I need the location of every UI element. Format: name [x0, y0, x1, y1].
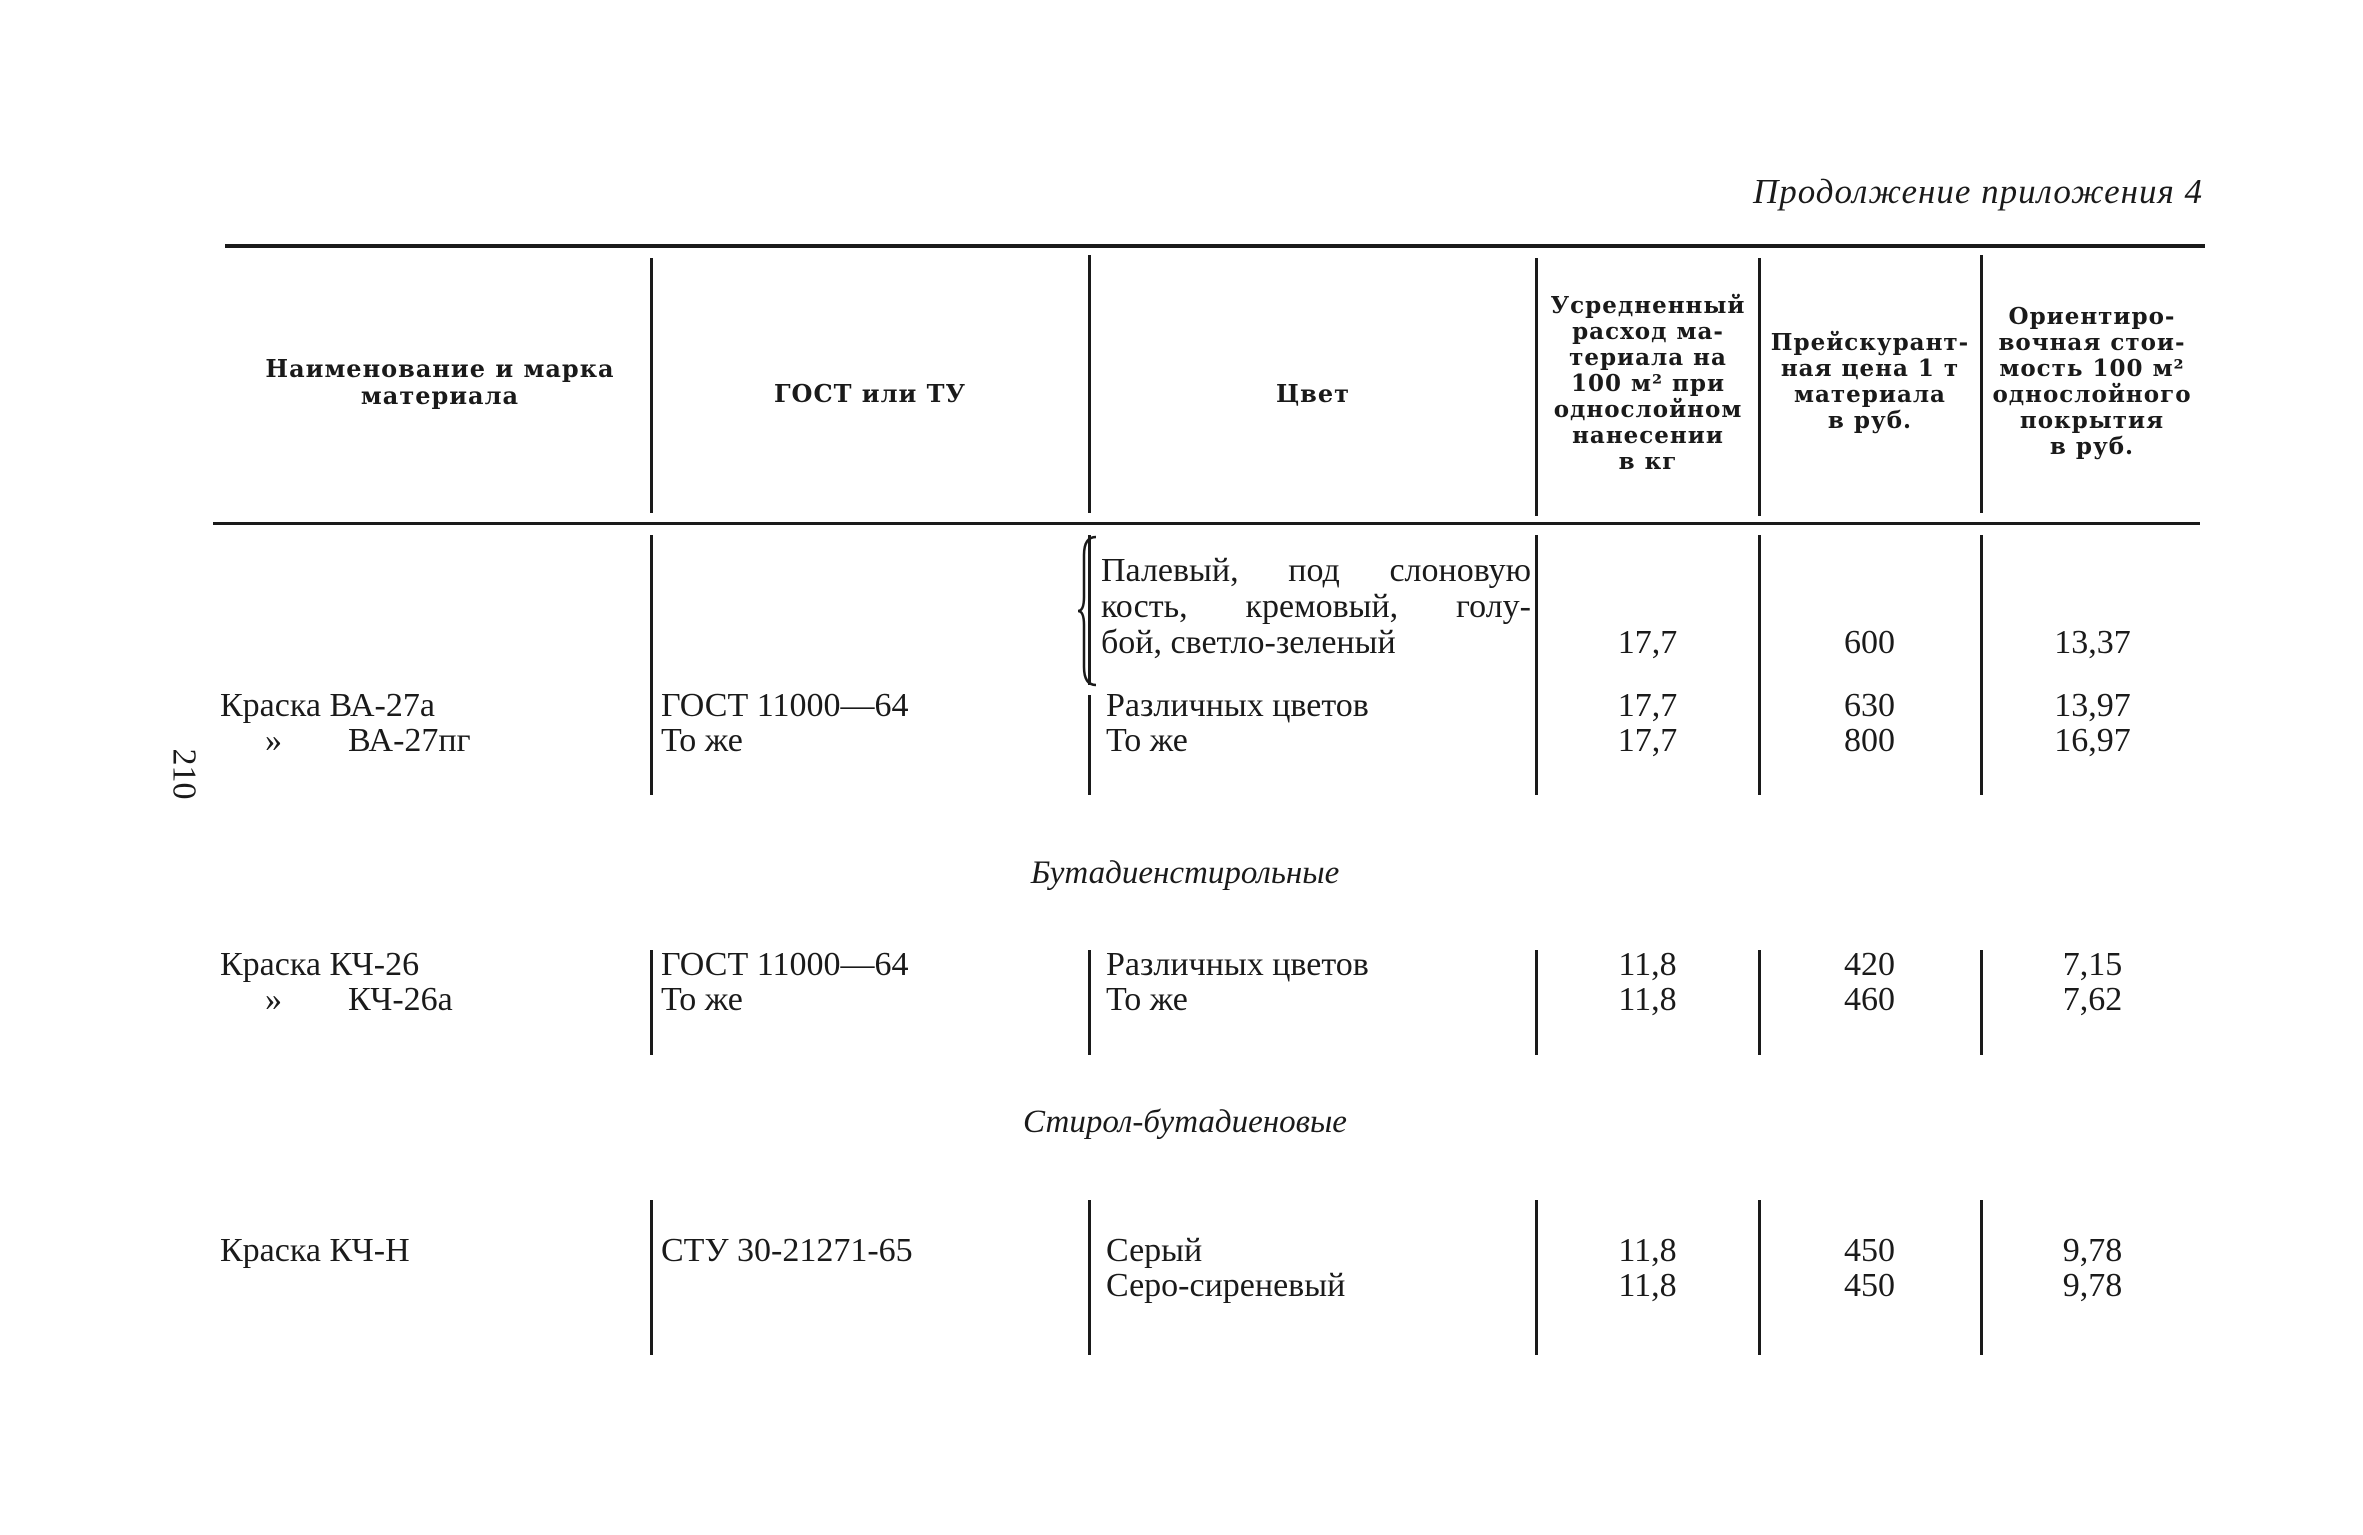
g1-row1-consumption: 17,7 — [1617, 624, 1678, 661]
g3-row1-consumption: 11,8 — [1618, 1232, 1677, 1269]
g2-row2-price: 460 — [1844, 981, 1895, 1018]
g1-row1-cost: 13,37 — [2054, 624, 2131, 661]
g3-row2-price: 450 — [1844, 1267, 1895, 1304]
g2-row1-color: Различных цветов — [1106, 946, 1369, 983]
g3-row2-cost: 9,78 — [2062, 1267, 2123, 1304]
g3-row1-gost: СТУ 30-21271-65 — [661, 1232, 913, 1269]
g2-row2-name: КЧ-26а — [348, 981, 453, 1018]
g3-row1-name: Краска КЧ-Н — [220, 1232, 410, 1269]
header-consumption: Усредненный расход ма- териала на 100 м² при однослойном нанесении в кг — [1550, 292, 1746, 475]
g2-vrule-2 — [1088, 950, 1091, 1055]
g1-row2-gost: ГОСТ 11000—64 — [661, 687, 909, 724]
table-top-rule — [225, 244, 2205, 248]
g2-row2-gost: То же — [661, 981, 743, 1018]
g2-row1-price: 420 — [1844, 946, 1895, 983]
g2-row2-cost: 7,62 — [2062, 981, 2123, 1018]
g1-row3-color: То же — [1106, 722, 1188, 759]
section-heading-butadiene-styrene: Бутадиенстирольные — [1030, 855, 1340, 891]
g3-vrule-1 — [650, 1200, 653, 1355]
color-note: Палевый, под слоновую кость, кремовый, голу- бой, светло-зеленый — [1101, 552, 1531, 661]
g3-row2-color: Серо-сиреневый — [1106, 1267, 1346, 1304]
header-bottom-rule — [213, 522, 2200, 525]
section-heading-styrene-butadiene: Стирол-бутадиеновые — [1023, 1104, 1347, 1140]
g3-row1-color: Серый — [1106, 1232, 1203, 1269]
g2-row2-consumption: 11,8 — [1618, 981, 1677, 1018]
g2-vrule-3 — [1535, 950, 1538, 1055]
g2-vrule-4 — [1758, 950, 1761, 1055]
g1-row3-consumption: 17,7 — [1617, 722, 1678, 759]
g3-row1-cost: 9,78 — [2062, 1232, 2123, 1269]
g1-row3-name: ВА-27пг — [348, 722, 471, 759]
g1-row3-price: 800 — [1844, 722, 1895, 759]
g1-row3-cost: 16,97 — [2054, 722, 2131, 759]
g1-row2-consumption: 17,7 — [1617, 687, 1678, 724]
header-vrule-1 — [650, 258, 653, 513]
g3-row2-consumption: 11,8 — [1618, 1267, 1677, 1304]
page-number: 210 — [165, 748, 203, 800]
running-head: Продолжение приложения 4 — [1752, 172, 2203, 211]
g3-vrule-3 — [1535, 1200, 1538, 1355]
g1-vrule-3 — [1535, 535, 1538, 795]
g1-vrule-1 — [650, 535, 653, 795]
g1-row3-gost: То же — [661, 722, 743, 759]
g1-vrule-2b — [1088, 695, 1091, 795]
g2-vrule-5 — [1980, 950, 1983, 1055]
g3-row1-price: 450 — [1844, 1232, 1895, 1269]
color-brace — [1076, 535, 1098, 687]
g3-vrule-4 — [1758, 1200, 1761, 1355]
g2-row2-ditto: » — [265, 981, 282, 1018]
g1-vrule-4 — [1758, 535, 1761, 795]
g1-row2-cost: 13,97 — [2054, 687, 2131, 724]
g1-row3-ditto: » — [265, 722, 282, 759]
g1-row2-price: 630 — [1844, 687, 1895, 724]
g2-row1-name: Краска КЧ-26 — [220, 946, 420, 983]
header-color: Цвет — [1275, 379, 1350, 408]
g3-vrule-2 — [1088, 1200, 1091, 1355]
g2-row1-cost: 7,15 — [2062, 946, 2123, 983]
header-name: Наименование и марка материала — [265, 354, 615, 410]
g2-row2-color: То же — [1106, 981, 1188, 1018]
header-price: Прейскурант- ная цена 1 т материала в руб. — [1770, 329, 1970, 434]
header-vrule-2 — [1088, 255, 1091, 513]
header-cost: Ориентиро- вочная стои- мость 100 м² однослойного покрытия в руб. — [1992, 303, 2192, 460]
g1-row2-name: Краска ВА-27а — [220, 687, 435, 724]
g1-vrule-5 — [1980, 535, 1983, 795]
header-gost: ГОСТ или ТУ — [773, 379, 966, 408]
g3-vrule-5 — [1980, 1200, 1983, 1355]
g2-row1-consumption: 11,8 — [1618, 946, 1677, 983]
g1-row2-color: Различных цветов — [1106, 687, 1369, 724]
g1-row1-price: 600 — [1844, 624, 1895, 661]
g2-row1-gost: ГОСТ 11000—64 — [661, 946, 909, 983]
g2-vrule-1 — [650, 950, 653, 1055]
